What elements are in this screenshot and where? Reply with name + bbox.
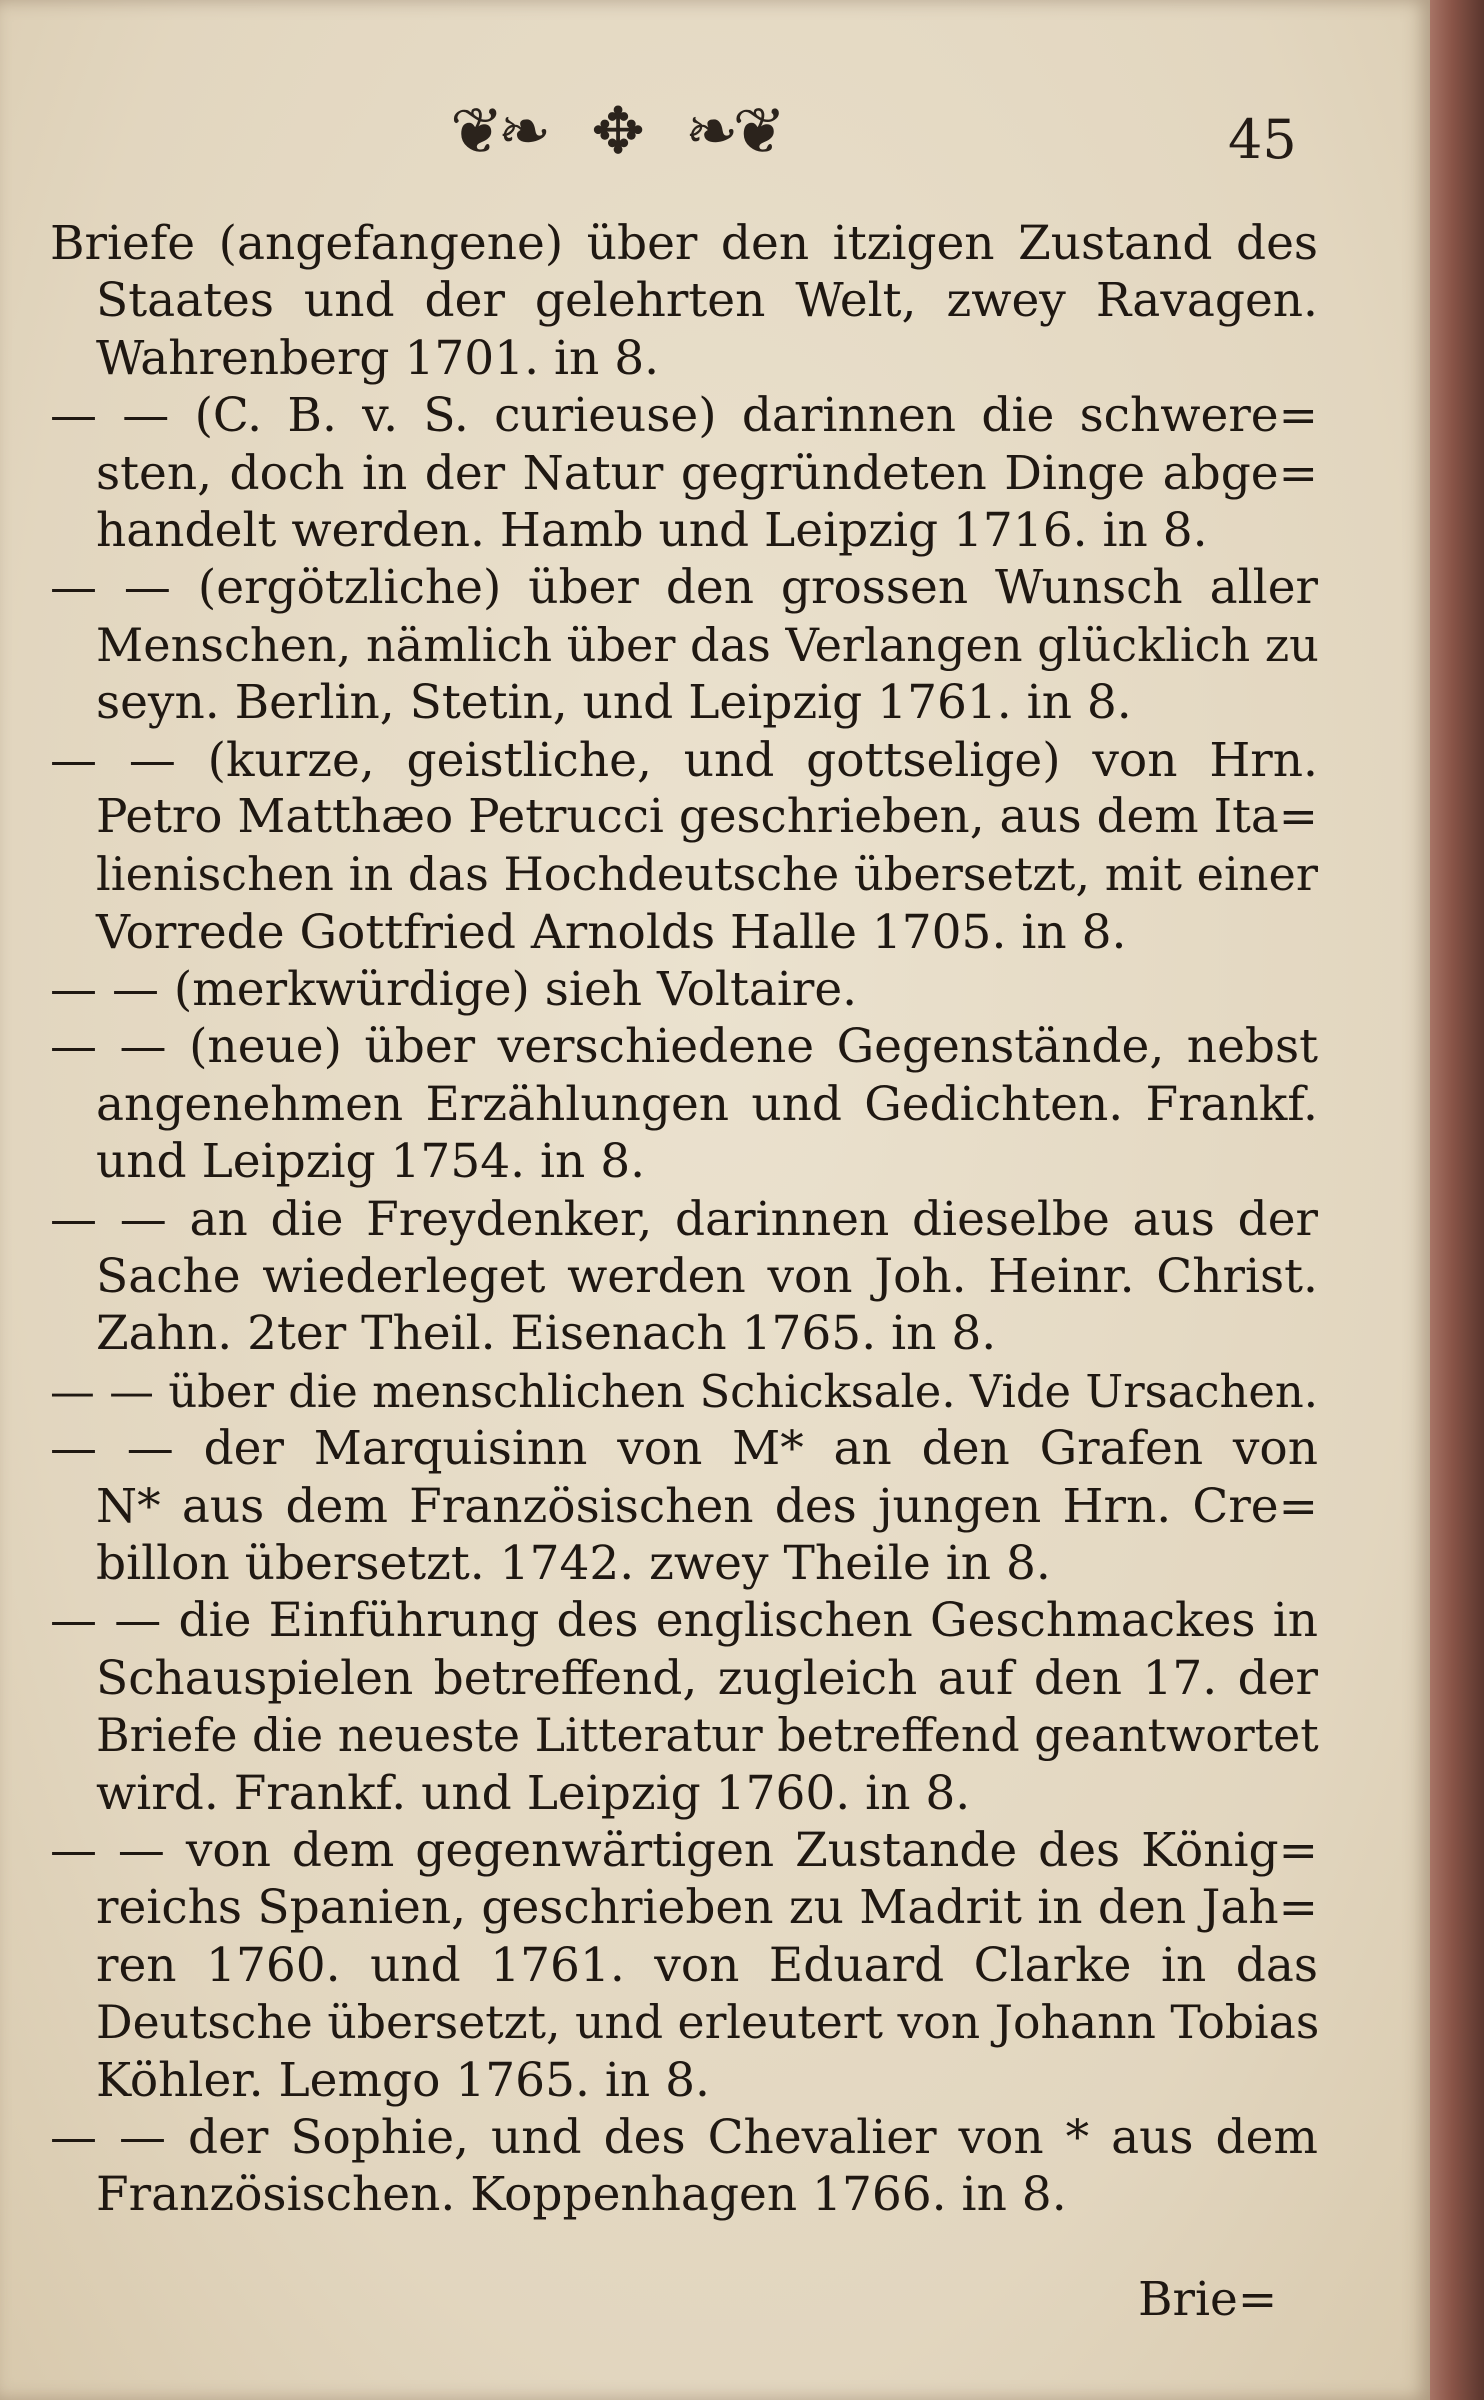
ornament-center: ✥ bbox=[591, 95, 639, 169]
body-text bbox=[50, 215, 1318, 2224]
text-line: Sache wiederleget werden von Joh. Heinr. Christ. bbox=[96, 1249, 1318, 1305]
header-ornament bbox=[450, 95, 781, 169]
text-line: N* aus dem Französischen des jungen Hrn. Cre= bbox=[96, 1478, 1318, 1534]
text-line: — — (merkwürdige) sieh Voltaire. bbox=[50, 962, 858, 1018]
text-line: billon übersetzt. 1742. zwey Theile in 8. bbox=[96, 1535, 1051, 1591]
text-line: Vorrede Gottfried Arnolds Halle 1705. in 8. bbox=[96, 904, 1127, 960]
text-line: Menschen, nämlich über das Verlangen glücklich zu bbox=[96, 617, 1319, 672]
text-line: — — die Einführung des englischen Geschmackes in bbox=[50, 1593, 1318, 1649]
text-line: Schauspielen betreffend, zugleich auf den 17. der bbox=[96, 1650, 1318, 1706]
text-line: Briefe die neueste Litteratur betreffend geantwortet bbox=[96, 1708, 1319, 1763]
text-line: lienischen in das Hochdeutsche übersetzt, mit einer bbox=[96, 847, 1318, 902]
text-line: — — (neue) über verschiedene Gegenstände, nebst bbox=[50, 1019, 1318, 1075]
page-edge bbox=[1430, 0, 1484, 2400]
text-line: ren 1760. und 1761. von Eduard Clarke in das bbox=[96, 1937, 1318, 1993]
ornament-left: ❦❧ bbox=[450, 95, 546, 169]
text-line: wird. Frankf. und Leipzig 1760. in 8. bbox=[96, 1765, 971, 1821]
text-line: seyn. Berlin, Stetin, und Leipzig 1761. in 8. bbox=[96, 675, 1132, 731]
text-line: Wahrenberg 1701. in 8. bbox=[96, 330, 660, 386]
text-line: Staates und der gelehrten Welt, zwey Ravagen. bbox=[96, 273, 1318, 329]
text-line: — — der Marquisinn von M* an den Grafen von bbox=[50, 1421, 1318, 1477]
text-line: handelt werden. Hamb und Leipzig 1716. in 8. bbox=[96, 502, 1208, 558]
text-line: Zahn. 2ter Theil. Eisenach 1765. in 8. bbox=[96, 1306, 997, 1362]
text-line: — — (kurze, geistliche, und gottselige) von Hrn. bbox=[50, 732, 1318, 788]
ornament-right: ❧❦ bbox=[684, 95, 781, 169]
text-line: Deutsche übersetzt, und erleutert von Johann Tobias bbox=[96, 1996, 1320, 2050]
text-line: Briefe (angefangene) über den itzigen Zustand des bbox=[50, 216, 1318, 271]
text-line: — — (C. B. v. S. curieuse) darinnen die schwere= bbox=[50, 388, 1318, 444]
text-line: Petro Matthæo Petrucci geschrieben, aus dem Ita= bbox=[96, 789, 1318, 844]
text-line: reichs Spanien, geschrieben zu Madrit in den Jah= bbox=[96, 1880, 1318, 1936]
text-line: — — (ergötzliche) über den grossen Wunsch aller bbox=[50, 560, 1318, 616]
text-line: — — der Sophie, und des Chevalier von * aus dem bbox=[50, 2109, 1318, 2165]
text-line: und Leipzig 1754. in 8. bbox=[96, 1134, 646, 1190]
text-line: — — von dem gegenwärtigen Zustande des König= bbox=[50, 1822, 1318, 1878]
text-line: Französischen. Koppenhagen 1766. in 8. bbox=[96, 2167, 1067, 2223]
text-line: — — über die menschlichen Schicksale. Vide Ursachen. bbox=[50, 1364, 1318, 1418]
text-line: — — an die Freydenker, darinnen dieselbe aus der bbox=[50, 1191, 1318, 1247]
text-line: Köhler. Lemgo 1765. in 8. bbox=[96, 2052, 710, 2108]
catchword: Brie= bbox=[1138, 2272, 1278, 2327]
text-line: angenehmen Erzählungen und Gedichten. Frankf. bbox=[96, 1076, 1318, 1132]
page-number: 45 bbox=[1228, 108, 1297, 171]
text-line: sten, doch in der Natur gegründeten Dinge abge= bbox=[96, 445, 1318, 501]
